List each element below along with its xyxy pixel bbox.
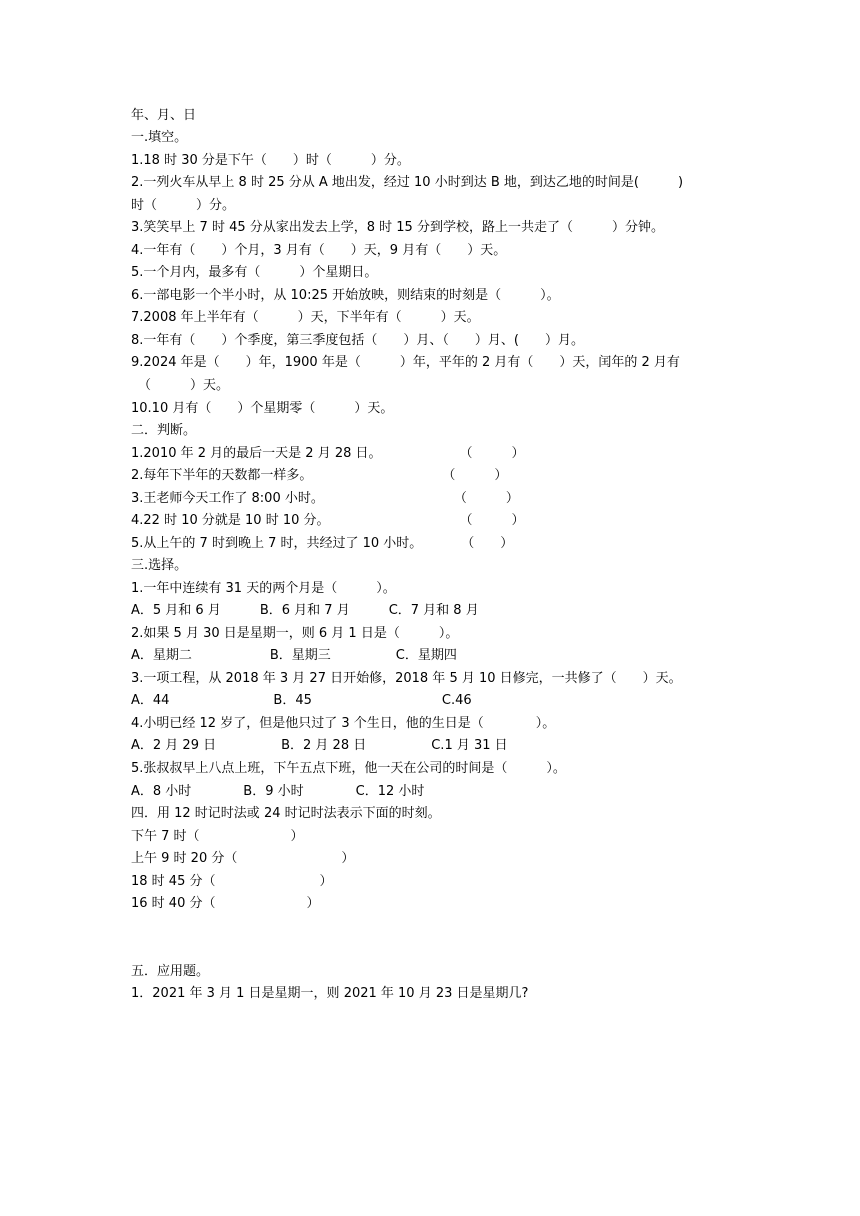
choice-question-2-options: A．星期二 B．星期三 C．星期四 — [131, 648, 457, 663]
choice-question-3-options: A．44 B．45 C.46 — [131, 693, 472, 708]
section-fill-heading: 一.填空。 — [131, 130, 188, 145]
section-time-heading: 四．用 12 时记时法或 24 时记时法表示下面的时刻。 — [131, 806, 441, 821]
time-item-2: 上午 9 时 20 分（ ） — [131, 851, 355, 866]
fill-question-5: 5.一个月内，最多有（ ）个星期日。 — [131, 265, 378, 280]
judge-question-2: 2.每年下半年的天数都一样多。 （ ） — [131, 468, 508, 483]
fill-question-4: 4.一年有（ ）个月，3 月有（ ）天，9 月有（ ）天。 — [131, 243, 507, 258]
fill-question-2-line-2: 时（ ）分。 — [131, 198, 236, 213]
judge-question-1: 1.2010 年 2 月的最后一天是 2 月 28 日。 （ ） — [131, 446, 525, 461]
judge-question-5: 5.从上午的 7 时到晚上 7 时，共经过了 10 小时。 （ ） — [131, 536, 514, 551]
fill-question-2-line-1: 2.一列火车从早上 8 时 25 分从 A 地出发，经过 10 小时到达 B 地，到达乙地的时间是( ) — [131, 175, 684, 190]
time-item-3: 18 时 45 分（ ） — [131, 874, 333, 889]
choice-question-3: 3.一项工程，从 2018 年 3 月 27 日开始修，2018 年 5 月 10 日修完，一共修了（ ）天。 — [131, 671, 682, 686]
judge-question-4: 4.22 时 10 分就是 10 时 10 分。 （ ） — [131, 513, 525, 528]
choice-question-4-options: A．2 月 29 日 B．2 月 28 日 C.1 月 31 日 — [131, 738, 508, 753]
choice-question-2: 2.如果 5 月 30 日是星期一，则 6 月 1 日是（ ）。 — [131, 626, 459, 641]
fill-question-1: 1.18 时 30 分是下午（ ）时（ ）分。 — [131, 153, 410, 168]
apply-question-1: 1．2021 年 3 月 1 日是星期一，则 2021 年 10 月 23 日是星期几? — [131, 986, 529, 1001]
fill-question-10: 10.10 月有（ ）个星期零（ ）天。 — [131, 401, 394, 416]
section-apply-heading: 五．应用题。 — [131, 964, 210, 979]
judge-question-3: 3.王老师今天工作了 8:00 小时。 （ ） — [131, 491, 519, 506]
choice-question-1-options: A．5 月和 6 月 B．6 月和 7 月 C．7 月和 8 月 — [131, 603, 479, 618]
fill-question-9-line-1: 9.2024 年是（ ）年，1900 年是（ ）年，平年的 2 月有（ ）天，闰年的 2 月有 — [131, 355, 680, 370]
page-title: 年、月、日 — [131, 108, 197, 123]
time-item-1: 下午 7 时（ ） — [131, 829, 304, 844]
fill-question-3: 3.笑笑早上 7 时 45 分从家出发去上学，8 时 15 分到学校，路上一共走了（ ）分钟。 — [131, 220, 664, 235]
section-judge-heading: 二．判断。 — [131, 423, 197, 438]
fill-question-6: 6.一部电影一个半小时，从 10:25 开始放映，则结束的时刻是（ ）。 — [131, 288, 560, 303]
choice-question-5: 5.张叔叔早上八点上班，下午五点下班，他一天在公司的时间是（ ）。 — [131, 761, 566, 776]
choice-question-1: 1.一年中连续有 31 天的两个月是（ ）。 — [131, 581, 396, 596]
fill-question-7: 7.2008 年上半年有（ ）天，下半年有（ ）天。 — [131, 310, 480, 325]
choice-question-5-options: A．8 小时 B．9 小时 C．12 小时 — [131, 784, 425, 799]
fill-question-9-line-2: （ ）天。 — [138, 378, 230, 393]
choice-question-4: 4.小明已经 12 岁了，但是他只过了 3 个生日，他的生日是（ ）。 — [131, 716, 556, 731]
fill-question-8: 8.一年有（ ）个季度，第三季度包括（ ）月、（ ）月、( ）月。 — [131, 333, 584, 348]
section-choice-heading: 三.选择。 — [131, 558, 188, 573]
time-item-4: 16 时 40 分（ ） — [131, 896, 320, 911]
